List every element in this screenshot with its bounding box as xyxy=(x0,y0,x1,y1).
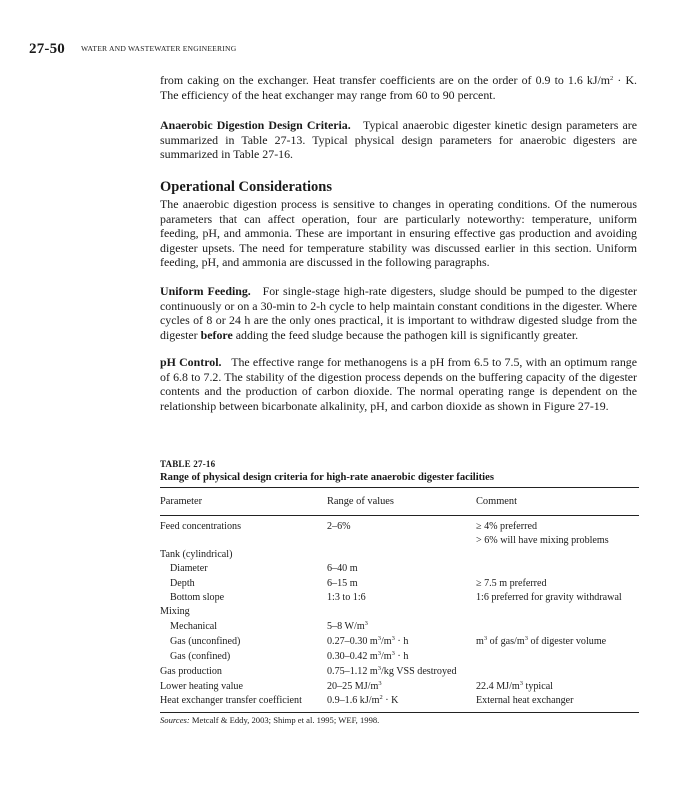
superscript: 3 xyxy=(391,635,395,642)
range-text: 0.75–1.12 m xyxy=(327,666,378,677)
page-number: 27-50 xyxy=(29,41,65,57)
top-rule xyxy=(160,487,639,488)
range-text: · h xyxy=(394,636,409,647)
cell-param: Depth xyxy=(170,578,195,589)
cell-param: Gas (confined) xyxy=(170,651,231,662)
cell-comment: External heat exchanger xyxy=(476,695,574,706)
comment-text: of gas/m xyxy=(487,636,525,647)
superscript: 3 xyxy=(391,650,395,657)
table-caption: Range of physical design criteria for high-rate anaerobic digester facilities xyxy=(160,472,494,483)
cell-range: 2–6% xyxy=(327,521,351,532)
run-in-heading: pH Control. xyxy=(160,355,222,369)
superscript: 3 xyxy=(378,680,382,687)
run-in-heading: Uniform Feeding. xyxy=(160,284,251,298)
cell-range xyxy=(327,651,408,662)
cell-param: Feed concentrations xyxy=(160,521,242,532)
header-parameter: Parameter xyxy=(160,496,203,507)
superscript: 3 xyxy=(524,635,528,642)
header-range: Range of values xyxy=(327,496,394,507)
paragraph-text: Typical anaerobic digester kinetic design parameters are summarized in Table 27-13. Typical physical design parameters for anaerobic digesters are summarized in Table 27-16. xyxy=(160,118,637,162)
running-title: WATER AND WASTEWATER ENGINEERING xyxy=(81,44,237,53)
paragraph-design-criteria xyxy=(160,118,637,162)
cell-param-group: Tank (cylindrical) xyxy=(160,549,233,560)
range-text: 0.30–0.42 m xyxy=(327,651,378,662)
paragraph-heat-exchanger xyxy=(160,73,637,102)
table-sources xyxy=(160,715,379,725)
cell-comment: ≥ 7.5 m preferred xyxy=(476,578,547,589)
cell-range xyxy=(327,636,408,647)
superscript: 3 xyxy=(519,680,523,687)
sources-text: Metcalf & Eddy, 2003; Shimp et al. 1995; WEF, 1998. xyxy=(189,715,380,725)
cell-range xyxy=(327,695,398,706)
superscript: 3 xyxy=(377,665,381,672)
header-comment: Comment xyxy=(476,496,517,507)
cell-param-group: Mixing xyxy=(160,606,190,617)
range-text: · h xyxy=(394,651,409,662)
cell-range: 1:3 to 1:6 xyxy=(327,592,366,603)
paragraph-uniform-feeding xyxy=(160,284,637,342)
cell-range xyxy=(327,666,457,677)
cell-param: Heat exchanger transfer coefficient xyxy=(160,695,302,706)
paragraph-text: · K. The efficiency of the heat exchanger may range from 60 to 90 percent. xyxy=(160,73,638,102)
paragraph-text: The anaerobic digestion process is sensitive to changes in operating conditions. Of the numerous parameters that can affect operation, four are particularly noteworthy: temperature, uniform feeding, pH, and ammonia. These are important in ensuring effective gas production and avoiding digester upsets. The need for temperature stability was discussed earlier in this section. Uniform feeding, pH, and ammonia are discussed in the following paragraphs. xyxy=(160,197,637,270)
superscript: 3 xyxy=(483,635,488,642)
cell-range xyxy=(327,681,382,692)
cell-param: Gas (unconfined) xyxy=(170,636,241,647)
cell-param: Gas production xyxy=(160,666,222,677)
cell-range: 6–15 m xyxy=(327,578,358,589)
cell-comment xyxy=(476,636,606,647)
running-header xyxy=(29,40,236,58)
header-rule xyxy=(160,515,639,516)
cell-param: Mechanical xyxy=(170,621,218,632)
cell-comment: > 6% will have mixing problems xyxy=(476,535,609,546)
paragraph-text: adding the feed sludge because the pathogen kill is significantly greater. xyxy=(232,327,579,342)
range-text: · K xyxy=(382,695,399,706)
paragraph-text: For single-stage high-rate digesters, sludge should be pumped to the digester continuously or on a 30-min to 2-h cycle to help maintain constant conditions in the digester. Where cycles of 8 or 24 h are the only ones practical, it is important to withdraw digested sludge from the digester xyxy=(160,284,637,342)
range-text: 0.27–0.30 m xyxy=(327,636,378,647)
paragraph-text: from caking on the exchanger. Heat transfer coefficients are on the order of 0.9 to 1.6 kJ/m xyxy=(160,73,611,87)
comment-text: typical xyxy=(523,681,553,692)
cell-range: 6–40 m xyxy=(327,563,358,574)
paragraph-ph-control xyxy=(160,355,637,413)
emphasis: before xyxy=(200,327,233,342)
superscript: 2 xyxy=(379,694,383,701)
table-label: TABLE 27-16 xyxy=(160,459,216,469)
paragraph-operational xyxy=(160,197,637,270)
cell-param: Diameter xyxy=(170,563,208,574)
range-text: /m xyxy=(381,636,392,647)
cell-param: Lower heating value xyxy=(160,681,243,692)
cell-range xyxy=(327,621,368,632)
superscript: 3 xyxy=(377,635,381,642)
range-text: 20–25 MJ/m xyxy=(327,681,379,692)
comment-text: of digester volume xyxy=(527,636,607,647)
range-text: 5–8 W/m xyxy=(327,621,365,632)
cell-param: Bottom slope xyxy=(170,592,225,603)
run-in-heading: Anaerobic Digestion Design Criteria. xyxy=(160,118,351,132)
superscript: 3 xyxy=(377,650,381,657)
cell-comment: ≥ 4% preferred xyxy=(476,521,538,532)
section-heading: Operational Considerations xyxy=(160,179,332,195)
superscript: 3 xyxy=(364,620,368,627)
paragraph-text: The effective range for methanogens is a pH from 6.5 to 7.5, with an optimum range of 6.8 to 7.2. The stability of the digestion process depends on the buffering capacity of the digester contents and the production of carbon dioxide. The normal operating range is dependent on the relationship between bicarbonate alkalinity, pH, and carbon dioxide as shown in Figure 27-19. xyxy=(160,355,638,413)
sources-label: Sources: xyxy=(160,715,190,725)
comment-text: m xyxy=(476,636,484,647)
table-27-16 xyxy=(160,459,639,706)
cell-comment: 1:6 preferred for gravity withdrawal xyxy=(476,592,622,603)
superscript: 2 xyxy=(610,75,614,82)
range-text: /kg VSS destroyed xyxy=(381,666,457,677)
cell-comment xyxy=(476,681,553,692)
bottom-rule xyxy=(160,712,639,713)
range-text: 0.9–1.6 kJ/m xyxy=(327,695,380,706)
comment-text: 22.4 MJ/m xyxy=(476,681,520,692)
range-text: /m xyxy=(381,651,392,662)
